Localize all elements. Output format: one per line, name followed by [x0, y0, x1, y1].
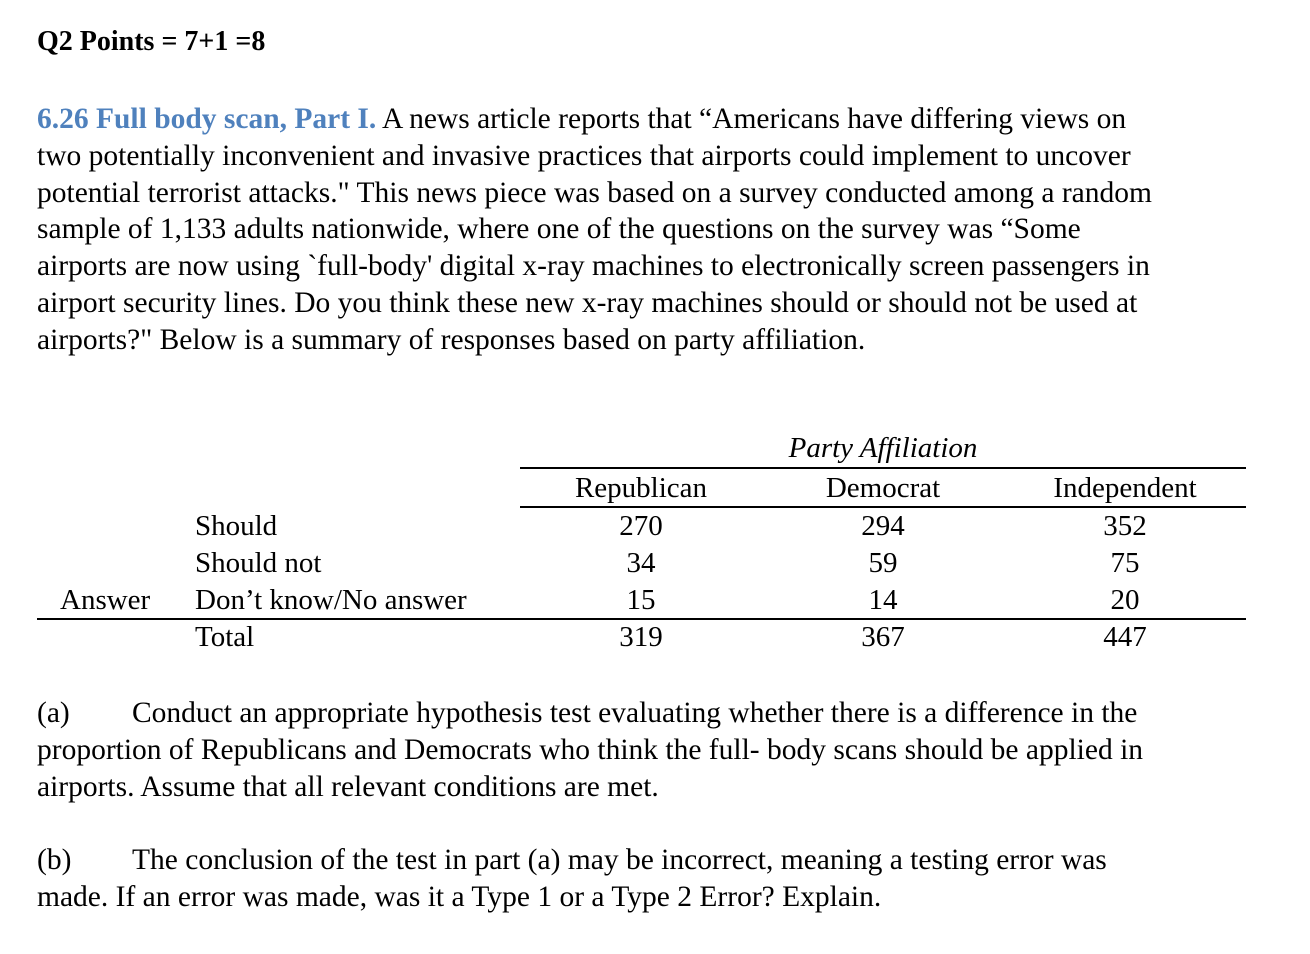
cell-should-democrat: 294 — [861, 510, 905, 542]
problem-line-1: 6.26 Full body scan, Part I. A news article reports that “Americans have differing views on — [37, 103, 1127, 135]
problem-line-5: airports are now using `full-body' digital x-ray machines to electronically screen passengers in — [37, 250, 1150, 283]
cell-total-independent: 447 — [1103, 621, 1147, 653]
cell-should-independent: 352 — [1103, 510, 1147, 542]
cell-dont-know-republican: 15 — [626, 584, 656, 616]
column-header-independent: Independent — [1053, 472, 1197, 504]
row-group-label: Answer — [60, 584, 151, 616]
question-heading: Q2 Points = 7+1 =8 — [37, 26, 266, 57]
problem-line-6: airport security lines. Do you think these new x-ray machines should or should not be used at — [37, 286, 1138, 319]
row-label-dont-know: Don’t know/No answer — [195, 584, 467, 616]
problem-line-7: airports?" Below is a summary of responses based on party affiliation. — [37, 323, 866, 356]
part-b-label: (b) — [37, 844, 72, 876]
problem-statement — [37, 101, 1277, 359]
cell-dont-know-independent: 20 — [1110, 584, 1140, 616]
row-label-should: Should — [195, 510, 278, 542]
problem-title: 6.26 Full body scan, Part I. — [37, 103, 377, 135]
part-a — [37, 695, 1277, 805]
table-rule-header — [520, 506, 1246, 508]
group-header: Party Affiliation — [788, 432, 978, 464]
table-rule-top — [520, 467, 1246, 469]
problem-line-2: two potentially inconvenient and invasive practices that airports could implement to uncover — [37, 139, 1131, 172]
table-rule-total — [37, 618, 1246, 620]
part-a-line-1: (a) Conduct an appropriate hypothesis test evaluating whether there is a difference in the — [37, 695, 1277, 732]
problem-line-4: sample of 1,133 adults nationwide, where one of the questions on the survey was “Some — [37, 213, 1081, 246]
part-a-line-3: airports. Assume that all relevant conditions are met. — [37, 770, 659, 803]
row-label-should-not: Should not — [195, 547, 322, 579]
cell-should-not-republican: 34 — [626, 547, 656, 579]
part-b-line-1: (b) The conclusion of the test in part (a) may be incorrect, meaning a testing error was — [37, 842, 1277, 879]
problem-line-3: potential terrorist attacks." This news piece was based on a survey conducted among a random — [37, 176, 1152, 209]
part-b-line-2: made. If an error was made, was it a Type 1 or a Type 2 Error? Explain. — [37, 880, 882, 913]
column-header-republican: Republican — [574, 472, 708, 504]
cell-should-republican: 270 — [619, 510, 663, 542]
cell-total-democrat: 367 — [861, 621, 905, 653]
column-header-democrat: Democrat — [825, 472, 941, 504]
cell-total-republican: 319 — [619, 621, 663, 653]
row-label-total: Total — [195, 621, 255, 653]
cell-should-not-independent: 75 — [1110, 547, 1140, 579]
part-a-label: (a) — [37, 697, 70, 729]
cell-dont-know-democrat: 14 — [868, 584, 898, 616]
cell-should-not-democrat: 59 — [868, 547, 898, 579]
part-b — [37, 842, 1277, 916]
part-a-line-2: proportion of Republicans and Democrats who think the full- body scans should be applied in — [37, 733, 1144, 766]
